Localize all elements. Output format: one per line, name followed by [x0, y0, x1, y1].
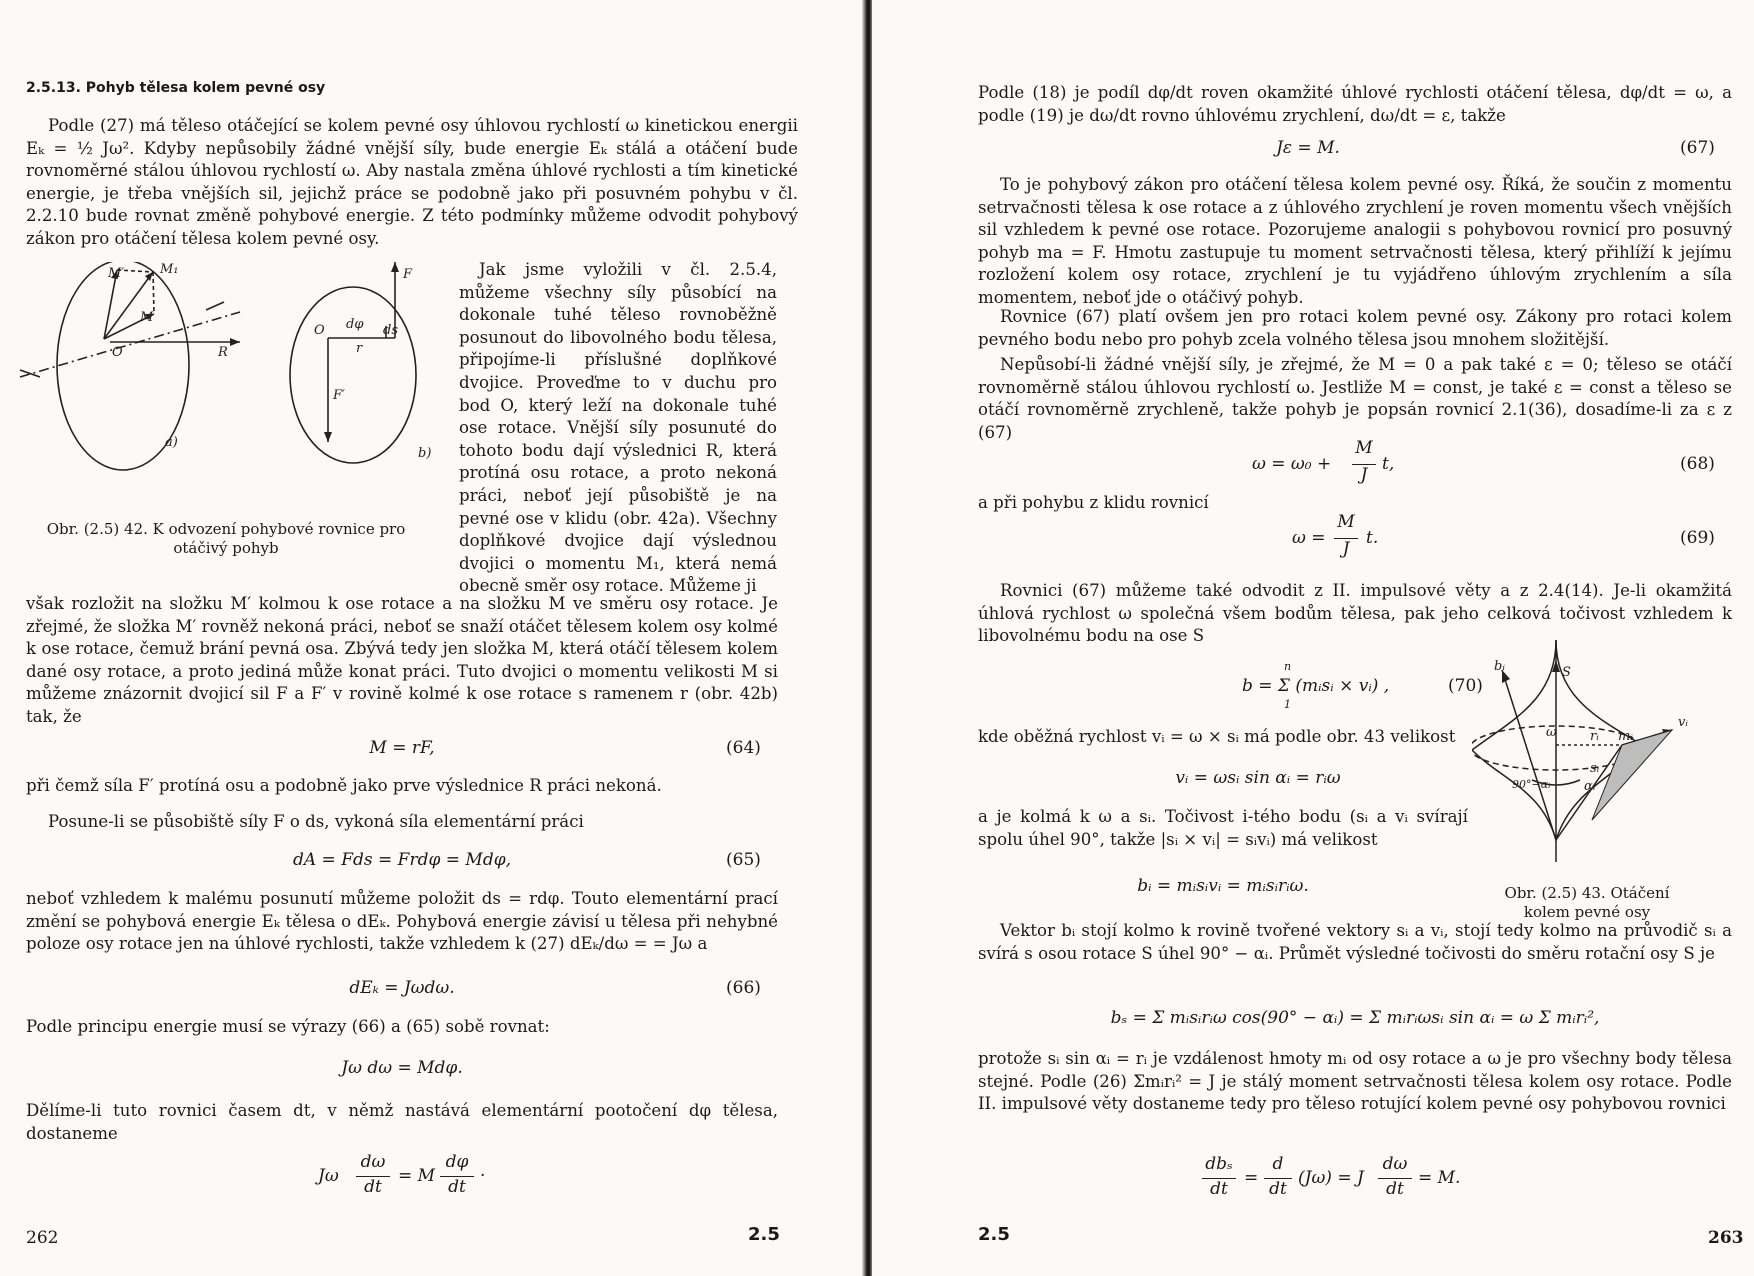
equation-number: (65)	[726, 850, 761, 870]
label-ds: ds	[383, 323, 398, 338]
equation-number: (69)	[1680, 528, 1715, 548]
paragraph: To je pohybový zákon pro otáčení tělesa kolem pevné osy. Říká, že součin z momentu setrvačnosti tělesa k ose rotace a z úhlového zrychlení je roven momentu všech vnějších sil vzhledem k pevné ose rotace. Pozorujeme analogii s pohybovou rovnicí pro posuvný pohyb ma = F. Hmotu zastupuje tu moment setrvačnosti tělesa, který přihlíží k jejímu rozložení kolem osy rotace, zrychlení je tu vyjádřeno úhlovým zrychlením a síla momentem, neboť jde o otáčivý pohyb.	[978, 175, 1732, 307]
equation-number: (68)	[1680, 454, 1715, 474]
equation-65: dA = Fds = Frdφ = Mdφ,	[292, 850, 512, 870]
paragraph: Nepůsobí-li žádné vnější síly, je zřejmé, že M = 0 a pak také ε = 0; těleso se otáčí rovnoměrně stálou úhlovou rychlostí ω. Jestliže M = const, je také ε = const a těleso se otáčí rovnoměrně zrychleně, takže pohyb je popsán rovnicí 2.1(36), dosadíme-li za ε z (67)	[978, 355, 1732, 442]
label-S: S	[1562, 665, 1571, 680]
paragraph: Vektor bᵢ stojí kolmo k rovině tvořené vektory sᵢ a vᵢ, stojí tedy kolmo na průvodič sᵢ a svírá s osou rotace S úhel 90° − αᵢ. Průmět výsledné točivosti do směru rotační osy S je	[978, 921, 1732, 963]
equation-final-right: dbₛ dt = d dt (Jω) = J dω dt = M.	[1202, 1154, 1502, 1206]
equation-66: dEₖ = Jωdω.	[349, 978, 455, 998]
equation-final-left: Jω dω dt = M dφ dt ·	[318, 1152, 486, 1197]
paragraph: neboť vzhledem k malému posunutí můžeme položit ds = rdφ. Touto elementární prací změní se pohybová energie Eₖ tělesa o dEₖ. Pohybová energie závisí u tělesa při nehybné poloze osy rotace jen na úhlové rychlosti, takže vzhledem k (27) dEₖ/dω = = Jω a	[26, 889, 778, 954]
figure-43	[1472, 640, 1702, 865]
paragraph: a je kolmá k ω a sᵢ. Točivost i-tého bodu (sᵢ a vᵢ svírají spolu úhel 90°, takže |sᵢ × vᵢ| = sᵢvᵢ) má velikost	[978, 807, 1468, 849]
label-O-b: O	[314, 323, 325, 338]
label-M1: M₁	[160, 262, 179, 277]
page-number: 263	[1708, 1228, 1744, 1248]
label-omega: ω	[1546, 725, 1557, 740]
paragraph: Posune-li se působiště síly F o ds, vykoná síla elementární práci	[48, 812, 584, 831]
label-r: r	[356, 341, 363, 356]
equation-67: Jε = M.	[1276, 138, 1340, 158]
label-a: a)	[165, 435, 178, 450]
equation-69: ω = M J t.	[1292, 512, 1379, 559]
label-R: R	[218, 345, 228, 360]
figure-42-caption: Obr. (2.5) 42. K odvození pohybové rovnice pro otáčivý pohyb	[46, 520, 406, 557]
equation-64: M = rF,	[369, 738, 435, 758]
paragraph: Dělíme-li tuto rovnici časem dt, v němž nastává elementární pootočení dφ tělesa, dostaneme	[26, 1101, 778, 1143]
paragraph: protože sᵢ sin αᵢ = rᵢ je vzdálenost hmoty mᵢ od osy rotace a ω je pro všechny body tělesa stejné. Podle (26) Σmᵢrᵢ² = J je stálý moment setrvačnosti tělesa kolem osy rotace. Podle II. impulsové věty dostaneme tedy pro těleso rotující kolem pevné osy pohybovou rovnici	[978, 1049, 1732, 1114]
paragraph: Rovnici (67) můžeme také odvodit z II. impulsové věty a z 2.4(14). Je-li okamžitá úhlová rychlost ω společná všem bodům tělesa, pak jeho celková točivost vzhledem k libovolnému bodu na ose S	[978, 581, 1732, 646]
left-page	[0, 0, 868, 1276]
label-si: sᵢ	[1590, 761, 1600, 776]
figure-42	[10, 262, 455, 527]
equation-68: ω = ω₀ + M J t,	[1252, 438, 1395, 485]
label-bi: bᵢ	[1494, 659, 1505, 674]
label-M-prime: M′	[108, 266, 125, 281]
equation-number: (66)	[726, 978, 761, 998]
label-b: b)	[418, 446, 432, 461]
section-heading: 2.5.13. Pohyb tělesa kolem pevné osy	[26, 80, 326, 96]
label-F-prime: F′	[333, 388, 345, 403]
label-angle: 90°−αᵢ	[1512, 778, 1551, 791]
figure-43-caption: Obr. (2.5) 43. Otáčení kolem pevné osy	[1504, 884, 1670, 921]
label-M: M	[140, 310, 154, 325]
equation-number: (67)	[1680, 138, 1715, 158]
page-number: 262	[26, 1228, 59, 1248]
label-mi: mᵢ	[1618, 729, 1633, 744]
equation-70: n b = Σ (mᵢsᵢ × vᵢ) , 1	[1242, 660, 1390, 711]
paragraph: však rozložit na složku M′ kolmou k ose rotace a na složku M ve směru osy rotace. Je zřejmé, že složka M′ rovněž nekoná práci, neboť se snaží otáčet tělesem kolem osy kolmé k ose rotace, čemuž brání pevná osa. Zbývá tedy jen složka M, která otáčí tělesem kolem dané osy rotace, a proto jediná může konat práci. Tuto dvojici o momentu velikosti M si můžeme znázornit dvojicí sil F a F′ v rovině kolmé k ose rotace s ramenem r (obr. 42b) tak, že	[26, 594, 778, 726]
right-page	[872, 0, 1754, 1276]
running-foot: 2.5	[978, 1224, 1010, 1245]
paragraph: Podle (18) je podíl dφ/dt roven okamžité úhlové rychlosti otáčení tělesa, dφ/dt = ω, a podle (19) je dω/dt rovno úhlovému zrychlení, dω/dt = ε, takže	[978, 83, 1732, 125]
label-vi: vᵢ	[1678, 715, 1688, 730]
paragraph: kde oběžná rychlost vᵢ = ω × sᵢ má podle obr. 43 velikost	[978, 727, 1456, 746]
label-O: O	[112, 345, 123, 360]
equation-bi: bᵢ = mᵢsᵢvᵢ = mᵢsᵢrᵢω.	[1137, 876, 1309, 896]
equation-number: (64)	[726, 738, 761, 758]
label-ai: αᵢ	[1584, 779, 1596, 794]
label-ri: rᵢ	[1590, 729, 1599, 744]
paragraph: Podle (27) má těleso otáčející se kolem pevné osy úhlovou rychlostí ω kinetickou energii Eₖ = ½ Jω². Kdyby nepůsobily žádné vnější síly, bude energie Eₖ stálá a otáčení bude rovnoměrné stálou úhlovou rychlostí ω. Aby nastala změna úhlové rychlosti a tím kinetické energie, je třeba vnějších sil, jejichž práce se podobně jako při posuvném pohybu v čl. 2.2.10 bude rovnat změně pohybové energie. Z této podmínky můžeme odvodit pohybový zákon pro otáčení tělesa kolem pevné osy.	[26, 116, 798, 248]
paragraph: Podle principu energie musí se výrazy (66) a (65) sobě rovnat:	[26, 1017, 550, 1036]
paragraph: Rovnice (67) platí ovšem jen pro rotaci kolem pevné osy. Zákony pro rotaci kolem pevného bodu nebo pro pohyb zcela volného tělesa jsou mnohem složitější.	[978, 307, 1732, 349]
running-foot: 2.5	[748, 1224, 780, 1245]
label-F: F	[403, 267, 413, 282]
paragraph: a při pohybu z klidu rovnicí	[978, 493, 1209, 512]
label-dphi: dφ	[346, 317, 364, 332]
paragraph: Jak jsme vyložili v čl. 2.5.4, můžeme všechny síly působící na dokonale tuhé těleso rovnoběžně posunout do libovolného bodu tělesa, připojíme-li příslušné doplňkové dvojice. Proveďme to v duchu pro bod O, který leží na dokonale tuhé ose rotace. Vnější síly posunuté do tohoto bodu dají výslednici R, která protíná osu rotace, a proto nekoná práci, neboť její působiště je na pevné ose v klidu (obr. 42a). Všechny doplňkové dvojice dají výslednou dvojici o momentu M₁, která nemá obecně směr osy rotace. Můžeme ji	[459, 260, 777, 596]
paragraph: při čemž síla F′ protíná osu a podobně jako prve výslednice R práci nekoná.	[26, 776, 662, 795]
equation-bs: bₛ = Σ mᵢsᵢrᵢω cos(90° − αᵢ) = Σ mᵢrᵢωsᵢ sin αᵢ = ω Σ mᵢrᵢ²,	[1110, 1008, 1600, 1028]
equation-number: (70)	[1448, 676, 1483, 696]
equation-energy: Jω dω = Mdφ.	[341, 1058, 463, 1078]
equation-vi: vᵢ = ωsᵢ sin αᵢ = rᵢω	[1175, 768, 1341, 788]
